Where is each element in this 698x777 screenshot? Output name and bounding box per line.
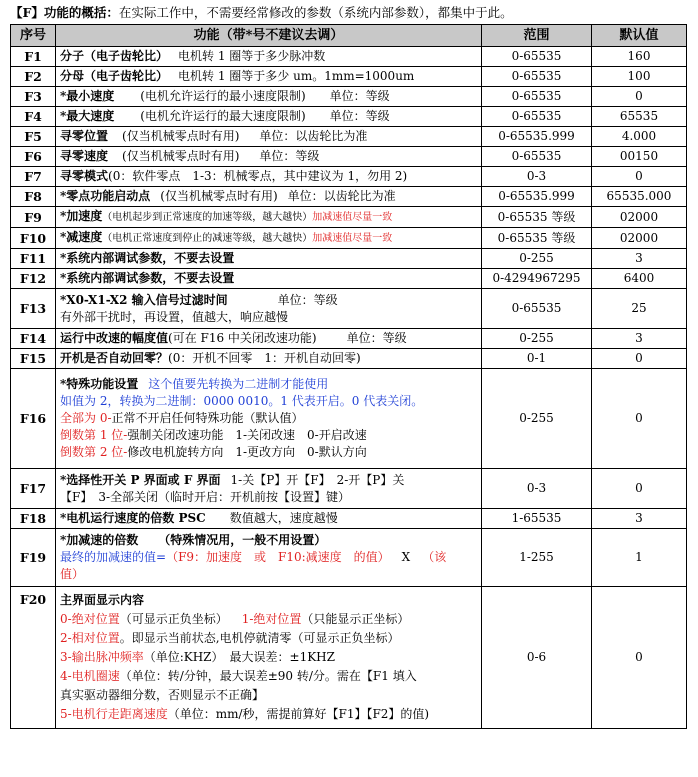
row-desc (56, 207, 482, 228)
row-title: 分子（电子齿轮比） (60, 49, 169, 63)
row-text: 电机转 1 圈等于多少 um。1mm=1000um (178, 69, 415, 83)
row-line: （只能显示正坐标） (301, 612, 410, 626)
row-range: 0-255 (482, 329, 592, 349)
row-desc (56, 269, 482, 289)
row-desc (56, 87, 482, 107)
row-desc (56, 349, 482, 369)
row-desc (56, 469, 482, 509)
row-text: 数值越大，速度越慢 (229, 511, 338, 525)
row-desc (56, 67, 482, 87)
row-range: 0-65535 (482, 289, 592, 329)
row-unit: 单位：等级 (329, 89, 390, 103)
row-no: F12 (11, 269, 56, 289)
row-range: 0-65535 (482, 107, 592, 127)
row-title: 开机是否自动回零？ (60, 351, 169, 365)
row-line-blue: 最终的加减速的值= (60, 550, 167, 564)
row-no: F8 (11, 187, 56, 207)
table-row (11, 329, 687, 349)
row-note: 加减速值尽量一致 (312, 212, 393, 223)
row-unit: 单位：以齿轮比为准 (259, 129, 368, 143)
caption-text: 在实际工作中，不需要经常修改的参数（系统内部参数），都集中于此。 (118, 5, 513, 20)
row-title: *系统内部调试参数，不要去设置 (60, 271, 235, 285)
header-function: 功能（带*号不建议去调） (56, 25, 482, 47)
row-desc (56, 509, 482, 529)
row-default: 0 (592, 369, 687, 469)
row-unit: 单位：等级 (259, 149, 320, 163)
row-range: 1-255 (482, 529, 592, 587)
row-default: 1 (592, 529, 687, 587)
table-row (11, 289, 687, 329)
row-range: 0-4294967295 (482, 269, 592, 289)
table-row (11, 469, 687, 509)
table-row (11, 349, 687, 369)
row-text: 电机转 1 圈等于多少脉冲数 (178, 49, 326, 63)
row-desc (56, 249, 482, 269)
row-title: 运行中改速的幅度值 (60, 331, 169, 345)
row-title: *X0-X1-X2 输入信号过滤时间 (60, 292, 228, 307)
header-range: 范围 (482, 25, 592, 47)
table-row (11, 269, 687, 289)
row-no: F19 (11, 529, 56, 587)
row-title: *加减速的倍数 (60, 533, 139, 547)
row-unit: 单位：以齿轮比为准 (287, 189, 396, 203)
row-no: F20 (11, 587, 56, 729)
row-default: 100 (592, 67, 687, 87)
table-row (11, 587, 687, 729)
row-range: 0-3 (482, 167, 592, 187)
row-range: 0-3 (482, 469, 592, 509)
row-desc (56, 47, 482, 67)
row-text: （电机正常速度到停止的减速等级，越大越快） (102, 233, 313, 244)
row-text: (仅当机械零点时有用) (160, 189, 278, 203)
row-line-red: 4-电机圈速 (60, 669, 120, 683)
row-default: 00150 (592, 147, 687, 167)
row-range: 0-1 (482, 349, 592, 369)
table-row (11, 147, 687, 167)
row-title: 寻零模式 (60, 169, 109, 183)
row-title: 主界面显示内容 (60, 593, 145, 607)
row-range: 0-65535.999 (482, 187, 592, 207)
header-no: 序号 (11, 25, 56, 47)
row-no: F2 (11, 67, 56, 87)
row-line: （单位：mm/秒，需提前算好【F1】【F2】的值) (167, 707, 430, 721)
row-desc (56, 228, 482, 249)
table-row (11, 47, 687, 67)
row-no: F6 (11, 147, 56, 167)
row-default: 65535.000 (592, 187, 687, 207)
row-default: 4.000 (592, 127, 687, 147)
row-title: *减速度 (60, 230, 103, 244)
row-no: F11 (11, 249, 56, 269)
row-line: 有外部干扰时，再设置，值越大，响应越慢 (60, 309, 289, 324)
row-no: F17 (11, 469, 56, 509)
row-range: 0-65535 等级 (482, 207, 592, 228)
row-title: *加速度 (60, 209, 103, 223)
row-unit: 单位：等级 (277, 292, 338, 307)
row-text: (电机允许运行的最大速度限制) (140, 109, 306, 123)
row-line: 修改电机旋转方向 1-更改方向 0-默认方向 (127, 445, 367, 459)
row-line-red: 倒数第 1 位- (60, 428, 128, 442)
section-caption (10, 4, 688, 24)
row-text: 1-关【P】开【F】 2-开【P】关 (230, 472, 405, 487)
row-line: 。即显示当前状态,电机停就清零（可显示正负坐标） (119, 631, 400, 645)
row-desc (56, 107, 482, 127)
row-default: 02000 (592, 207, 687, 228)
row-desc (56, 289, 482, 329)
row-range: 0-6 (482, 587, 592, 729)
row-line-red: （该 (422, 550, 447, 564)
row-text: (0：软件零点 1-3：机械零点，其中建议为 1，勿用 2) (108, 169, 408, 183)
row-range: 0-255 (482, 249, 592, 269)
row-line-red: 5-电机行走距离速度 (60, 707, 168, 721)
table-row (11, 529, 687, 587)
row-title: *最大速度 (60, 109, 115, 123)
row-title: *特殊功能设置 (60, 377, 139, 391)
row-line-red: 倒数第 2 位- (60, 445, 128, 459)
row-title: 寻零速度 (60, 149, 109, 163)
row-line: 强制关闭改速功能 1-关闭改速 0-开启改速 (127, 428, 367, 442)
table-row (11, 509, 687, 529)
row-default: 0 (592, 87, 687, 107)
row-line-red: 值） (60, 567, 85, 581)
row-default: 25 (592, 289, 687, 329)
row-line: X (401, 550, 411, 564)
row-desc (56, 167, 482, 187)
row-text: （电机起步到正常速度的加速等级，越大越快） (102, 212, 313, 223)
row-no: F18 (11, 509, 56, 529)
table-row (11, 207, 687, 228)
row-no: F4 (11, 107, 56, 127)
row-no: F10 (11, 228, 56, 249)
row-no: F16 (11, 369, 56, 469)
row-title: *选择性开关 P 界面或 F 界面 (60, 472, 221, 487)
row-line-red: 0-绝对位置 (60, 612, 120, 626)
row-line: （单位：转/分钟，最大误差±90 转/分。需在【F1 填入 (119, 669, 417, 683)
row-default: 0 (592, 167, 687, 187)
row-no: F14 (11, 329, 56, 349)
row-text: (电机允许运行的最小速度限制) (140, 89, 306, 103)
row-line-red: 2-相对位置 (60, 631, 120, 645)
row-no: F3 (11, 87, 56, 107)
row-desc (56, 329, 482, 349)
table-header-row (11, 25, 687, 47)
row-line-red: （F9：加速度 或 F10:减速度 的值） (166, 550, 390, 564)
parameter-table (10, 24, 687, 729)
row-default: 3 (592, 509, 687, 529)
header-default: 默认值 (592, 25, 687, 47)
row-line-red: 全部为 0- (60, 411, 112, 425)
row-desc (56, 529, 482, 587)
row-title: *最小速度 (60, 89, 115, 103)
row-desc (56, 147, 482, 167)
table-row (11, 67, 687, 87)
row-note: 加减速值尽量一致 (312, 233, 393, 244)
row-no: F7 (11, 167, 56, 187)
row-line-red: 1-绝对位置 (241, 612, 302, 626)
row-line: 正常不开启任何特殊功能（默认值） (111, 411, 304, 425)
row-no: F1 (11, 47, 56, 67)
table-row (11, 167, 687, 187)
row-desc (56, 587, 482, 729)
row-no: F13 (11, 289, 56, 329)
row-unit: 单位：等级 (329, 109, 390, 123)
row-range: 0-255 (482, 369, 592, 469)
row-text: (可在 F16 中关闭改速功能) (168, 331, 317, 345)
table-row (11, 187, 687, 207)
row-title: 分母（电子齿轮比） (60, 69, 169, 83)
row-range: 0-65535 (482, 87, 592, 107)
table-row (11, 249, 687, 269)
row-no: F15 (11, 349, 56, 369)
row-title: *电机运行速度的倍数 PSC (60, 511, 206, 525)
row-range: 0-65535 (482, 67, 592, 87)
row-text: （特殊情况用，一般不用设置） (158, 533, 327, 547)
row-title: *系统内部调试参数，不要去设置 (60, 251, 235, 265)
row-text: (仅当机械零点时有用) (122, 129, 240, 143)
row-line: 【F】 3-全部关闭（临时开启：开机前按【设置】键） (60, 489, 351, 504)
row-default: 3 (592, 249, 687, 269)
row-line: 如值为 2，转换为二进制：0000 0010。1 代表开启。0 代表关闭。 (60, 394, 424, 408)
row-range: 0-65535.999 (482, 127, 592, 147)
row-no: F9 (11, 207, 56, 228)
row-range: 0-65535 等级 (482, 228, 592, 249)
row-desc (56, 369, 482, 469)
row-no: F5 (11, 127, 56, 147)
row-line-red: 3-输出脉冲频率 (60, 650, 144, 664)
row-default: 65535 (592, 107, 687, 127)
row-unit: 单位：等级 (346, 331, 407, 345)
row-text: (仅当机械零点时有用) (122, 149, 240, 163)
row-desc (56, 127, 482, 147)
row-title: 寻零位置 (60, 129, 109, 143)
caption-bold: 【F】功能的概括： (10, 5, 119, 20)
row-range: 0-65535 (482, 147, 592, 167)
table-row (11, 228, 687, 249)
row-default: 160 (592, 47, 687, 67)
row-text: 这个值要先转换为二进制才能使用 (148, 377, 329, 391)
row-text: (0：开机不回零 1：开机自动回零) (168, 351, 361, 365)
table-row (11, 127, 687, 147)
row-default: 0 (592, 469, 687, 509)
row-default: 0 (592, 349, 687, 369)
row-default: 0 (592, 587, 687, 729)
row-title: *零点功能启动点 (60, 189, 151, 203)
row-default: 02000 (592, 228, 687, 249)
row-line: （单位:KHZ） 最大误差：±1KHZ (143, 650, 335, 664)
table-row (11, 107, 687, 127)
row-default: 3 (592, 329, 687, 349)
row-line: （可显示正负坐标） (119, 612, 228, 626)
row-range: 1-65535 (482, 509, 592, 529)
row-line: 真实驱动器细分数，否则显示不正确】 (60, 688, 265, 702)
row-desc (56, 187, 482, 207)
table-row (11, 87, 687, 107)
table-row (11, 369, 687, 469)
row-range: 0-65535 (482, 47, 592, 67)
row-default: 6400 (592, 269, 687, 289)
